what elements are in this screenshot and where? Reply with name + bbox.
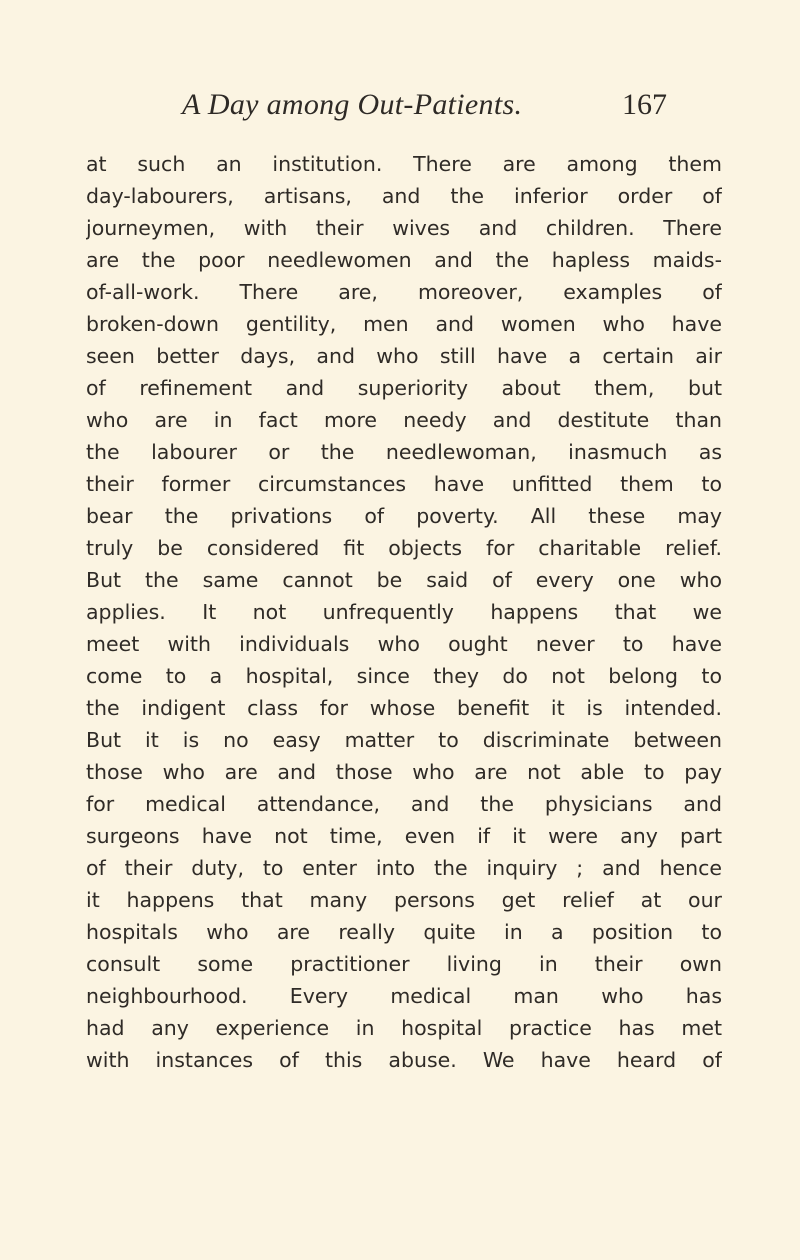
text-line: of their duty, to enter into the inquiry ; and hence (86, 856, 722, 880)
text-line: day-labourers, artisans, and the inferior order of (86, 184, 722, 208)
text-line: are the poor needlewomen and the hapless maids- (86, 248, 722, 272)
text-line: bear the privations of poverty. All these may (86, 504, 722, 528)
text-line: surgeons have not time, even if it were any part (86, 824, 722, 848)
text-line: journeymen, with their wives and children. There (86, 216, 722, 240)
text-line: meet with individuals who ought never to have (86, 632, 722, 656)
text-line: consult some practitioner living in their own (86, 952, 722, 976)
text-line: broken-down gentility, men and women who have (86, 312, 722, 336)
text-line: But the same cannot be said of every one who (86, 568, 722, 592)
text-line: those who are and those who are not able to pay (86, 760, 722, 784)
text-line: it happens that many persons get relief at our (86, 888, 722, 912)
running-title: A Day among Out-Patients. (182, 88, 523, 121)
text-line: who are in fact more needy and destitute than (86, 408, 722, 432)
text-line: for medical attendance, and the physicians and (86, 792, 722, 816)
text-line: with instances of this abuse. We have heard of (86, 1048, 722, 1072)
text-line: at such an institution. There are among them (86, 152, 722, 176)
text-line: seen better days, and who still have a certain air (86, 344, 722, 368)
text-line: truly be considered fit objects for charitable relief. (86, 536, 722, 560)
text-line: of-all-work. There are, moreover, examples of (86, 280, 722, 304)
page-number: 167 (622, 88, 667, 121)
text-line: of refinement and superiority about them, but (86, 376, 722, 400)
text-line: But it is no easy matter to discriminate between (86, 728, 722, 752)
text-line: had any experience in hospital practice has met (86, 1016, 722, 1040)
text-line: their former circumstances have unfitted them to (86, 472, 722, 496)
text-line: applies. It not unfrequently happens that we (86, 600, 722, 624)
text-line: come to a hospital, since they do not belong to (86, 664, 722, 688)
running-header (182, 88, 702, 128)
text-line: hospitals who are really quite in a position to (86, 920, 722, 944)
text-line: the indigent class for whose benefit it is intended. (86, 696, 722, 720)
text-line: the labourer or the needlewoman, inasmuch as (86, 440, 722, 464)
text-line: neighbourhood. Every medical man who has (86, 984, 722, 1008)
